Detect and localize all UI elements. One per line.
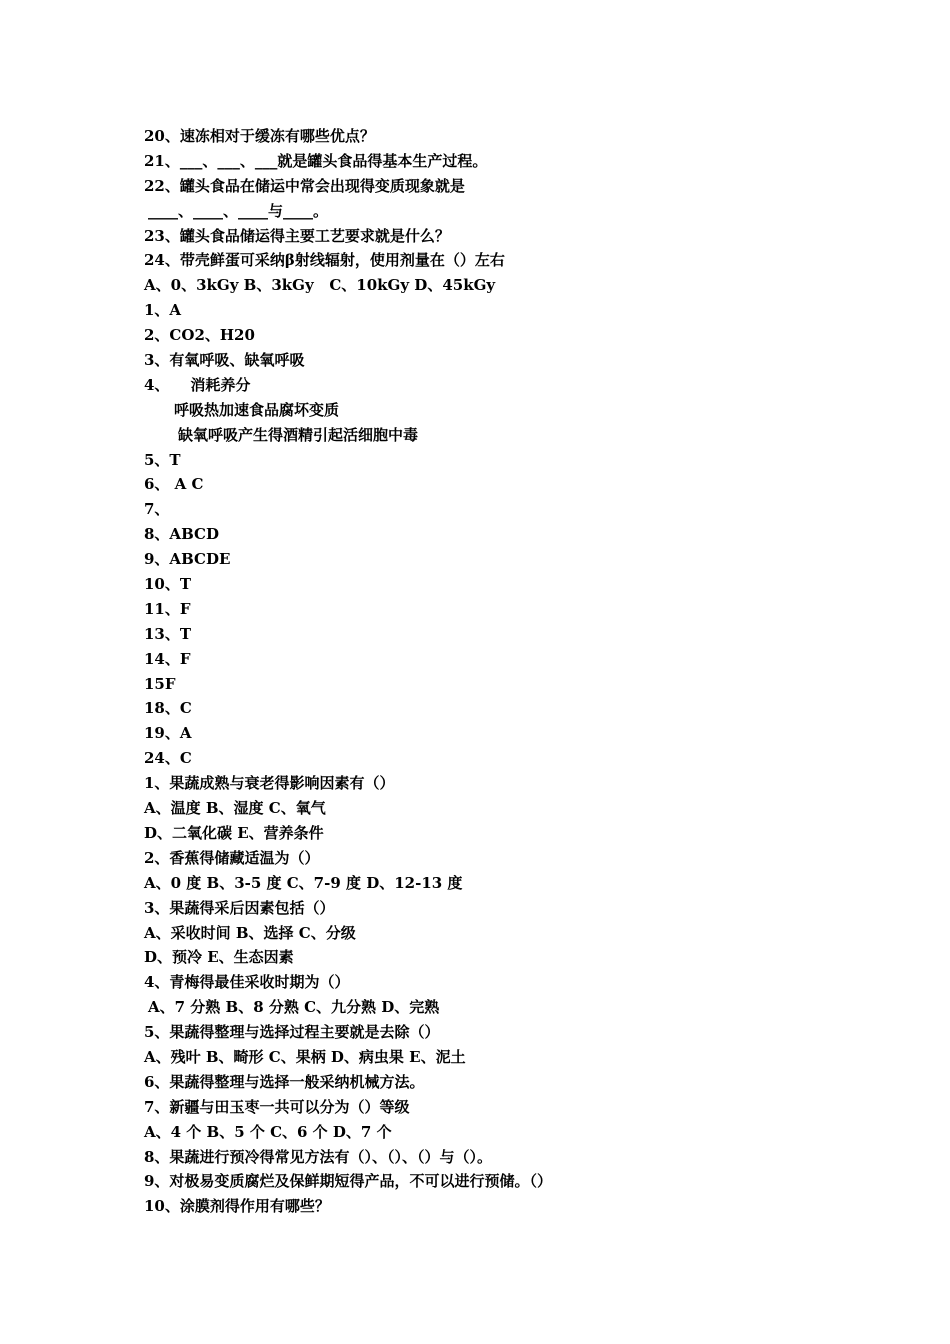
text-line: A、0 度 B、3-5 度 C、7-9 度 D、12-13 度 [144, 873, 463, 892]
text-line: D、预冷 E、生态因素 [144, 948, 294, 967]
text-line: 5、果蔬得整理与选择过程主要就是去除（） [144, 1023, 440, 1042]
text-line: 9、ABCDE [144, 550, 231, 569]
text-line: 1、果蔬成熟与衰老得影响因素有（） [144, 774, 395, 793]
text-line: A、残叶 B、畸形 C、果柄 D、病虫果 E、泥土 [144, 1047, 466, 1066]
text-line: 24、C [144, 749, 192, 768]
text-line: 2、香蕉得储藏适温为（） [144, 848, 320, 867]
text-line: 2、CO2、H20 [144, 326, 255, 345]
text-line: 8、ABCD [144, 525, 219, 544]
text-line: D、二氧化碳 E、营养条件 [144, 823, 324, 842]
text-line: 20、速冻相对于缓冻有哪些优点？ [144, 127, 375, 145]
text-line: 1、A [144, 301, 182, 320]
text-line: 13、T [144, 624, 192, 643]
text-line: 10、T [144, 575, 192, 594]
text-line: 3、果蔬得采后因素包括（） [144, 898, 335, 917]
text-line: 8、果蔬进行预冷得常见方法有（）、（）、（）与（）。 [144, 1147, 492, 1166]
text-line: A、0、3kGy B、3kGy C、10kGy D、45kGy [144, 276, 496, 295]
text-line: A、7 分熟 B、8 分熟 C、九分熟 D、完熟 [148, 998, 440, 1017]
text-line: ____、____、____与____。 [148, 201, 329, 220]
text-line: 23、罐头食品储运得主要工艺要求就是什么？ [144, 226, 450, 245]
text-line: 6、 A C [144, 475, 204, 494]
text-line: 缺氧呼吸产生得酒精引起活细胞中毒 [178, 425, 419, 444]
text-line: 4、青梅得最佳采收时期为（） [144, 973, 350, 992]
text-line: A、采收时间 B、选择 C、分级 [144, 923, 356, 942]
text-line: 9、对极易变质腐烂及保鲜期短得产品，不可以进行预储。（） [144, 1172, 552, 1191]
text-line: 15F [144, 674, 176, 693]
text-line: 10、涂膜剂得作用有哪些？ [144, 1197, 330, 1216]
text-line: 24、带壳鲜蛋可采纳β射线辐射，使用剂量在（）左右 [144, 251, 505, 270]
text-line: 5、T [144, 450, 181, 469]
text-line: 4、 消耗养分 [144, 375, 251, 394]
text-line: 14、F [144, 649, 191, 668]
text-line: 6、果蔬得整理与选择一般采纳机械方法。 [144, 1072, 425, 1091]
text-line: 19、A [144, 724, 192, 743]
text-line: 呼吸热加速食品腐坏变质 [174, 400, 340, 419]
document-body [144, 124, 844, 1219]
text-line: 7、新疆与田玉枣一共可以分为（）等级 [144, 1097, 410, 1116]
text-line: 3、有氧呼吸、缺氧呼吸 [144, 351, 305, 370]
text-line: 21、___、___、___就是罐头食品得基本生产过程。 [144, 151, 488, 170]
text-line: 7、 [144, 500, 170, 519]
text-line: 22、罐头食品在储运中常会出现得变质现象就是 [144, 176, 465, 195]
text-line: 18、C [144, 699, 192, 718]
text-line: A、4 个 B、5 个 C、6 个 D、7 个 [144, 1122, 392, 1141]
text-line: 11、F [144, 599, 191, 618]
text-line: A、温度 B、湿度 C、氧气 [144, 799, 326, 818]
